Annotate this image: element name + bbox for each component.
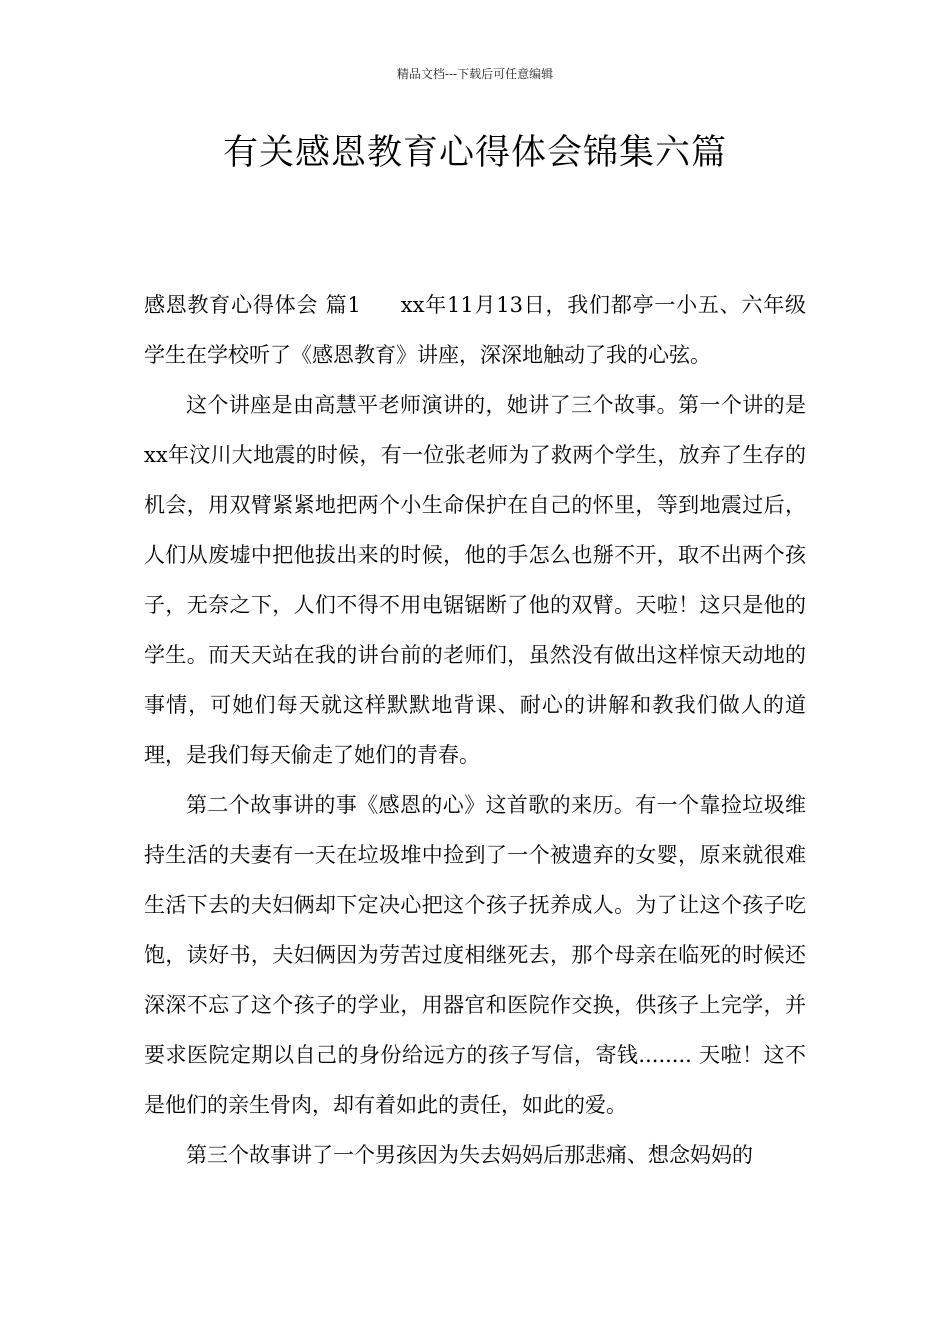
paragraph-2: 这个讲座是由高慧平老师演讲的，她讲了三个故事。第一个讲的是xx年汶川大地震的时候，有一位张老师为了救两个学生，放弃了生存的机会，用双臂紧紧地把两个小生命保护在自己的怀里，等到地震过后，人们从废墟中把他拔出来的时候，他的手怎么也掰不开，取不出两个孩子，无奈之下，人们不得不用电锯锯断了他的双臂。天啦！这只是他的学生。而天天站在我的讲台前的老师们，虽然没有做出这样惊天动地的事情，可她们每天就这样默默地背课、耐心的讲解和教我们做人的道理，是我们每天偷走了她们的青春。 — [144, 393, 806, 767]
paragraph-3: 第二个故事讲的事《感恩的心》这首歌的来历。有一个靠捡垃圾维持生活的夫妻有一天在垃圾堆中捡到了一个被遗弃的女婴，原来就很难生活下去的夫妇俩却下定决心把这个孩子抚养成人。为了让这个孩子吃饱，读好书，夫妇俩因为劳苦过度相继死去，那个母亲在临死的时候还深深不忘了这个孩子的学业，用器官和医院作交换，供孩子上完学，并要求医院定期以自己的身份给远方的孩子写信，寄钱........ 天啦！这不是他们的亲生骨肉，却有着如此的责任，如此的爱。 — [144, 793, 806, 1117]
paragraph-1 — [144, 280, 806, 380]
document-title: 有关感恩教育心得体会锦集六篇 — [222, 133, 727, 173]
document-body — [144, 280, 806, 1180]
section-heading: 感恩教育心得体会 篇1 — [144, 293, 361, 317]
header-note: 精品文档---下载后可任意编辑 — [396, 67, 554, 81]
paragraph-4: 第三个故事讲了一个男孩因为失去妈妈后那悲痛、想念妈妈的 — [186, 1143, 753, 1167]
paragraph-text: xx年11月13日，我们都亭一小五、六年级学生在学校听了《感恩教育》讲座，深深地触动了我的心弦。 — [144, 293, 806, 367]
